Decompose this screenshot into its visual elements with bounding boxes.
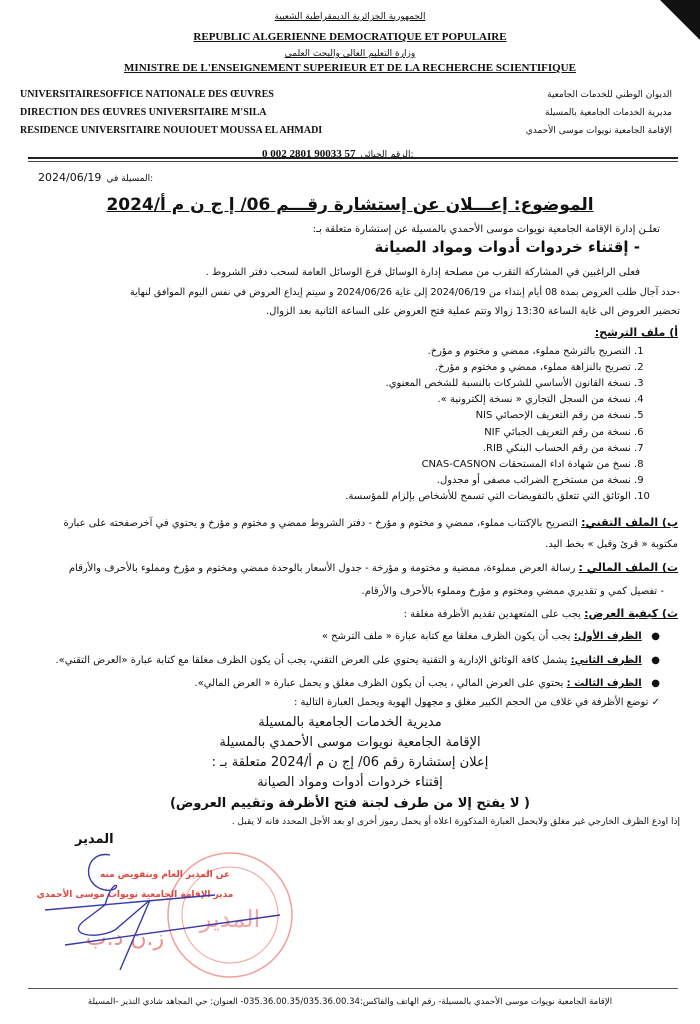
tax-number: 0 002 2801 90033 57: [262, 148, 356, 160]
candidacy-item: [435, 362, 656, 373]
candidacy-item: [345, 491, 656, 502]
item-text: نسخة القانون الأساسي للشركات بالنسبة للشخص المعنوي.: [385, 378, 631, 390]
header-fr-republic: REPUBLIC ALGERIENNE DEMOCRATIQUE ET POPULAIRE: [193, 31, 507, 43]
paragraph-2: -حدد آجال طلب العروض بمدة 08 أيام إبتداء من 2024/06/19 إلى غاية 2024/06/26 و سيتم إيداع العروض في نفس اليوم الموافق لنهاية: [129, 287, 680, 298]
section-t-title: ت) الملف المالي :: [578, 561, 678, 574]
stamp-line-2: مدير الإقامة الجامعية نويوات موسى الأحمدي: [36, 890, 234, 900]
item-number: 3.: [634, 378, 644, 390]
bullet-label: الظرف الأول:: [573, 631, 642, 642]
header-ar-republic: الجمهورية الجزائرية الديمقراطية الشعبية: [274, 12, 426, 22]
subject-intro: تعلـن إدارة الإقامة الجامعية نويوات موسى الأحمدي بالمسيلة عن إستشارة متعلقة بـ:: [312, 224, 660, 235]
section-th-text: يجب على المتعهدين تقديم الأظرفة مغلقة :: [403, 609, 581, 620]
date-line: [38, 166, 153, 185]
envelope-line-4: إقتناء خردوات أدوات ومواد الصيانة: [257, 775, 443, 790]
bullet-label: الظرف الثالث :: [566, 678, 642, 689]
section-b: [63, 516, 678, 529]
section-t-text2: - تفصيل كمي و تقديري ممضي ومختوم و مؤرخ ومملوء بالأحرف والأرقام.: [361, 586, 664, 597]
item-text: التصريح بالترشح مملوء، ممضي و مختوم و مؤرخ.: [427, 346, 631, 357]
section-th-title: ث) كيفية العرض:: [584, 607, 678, 620]
item-number: 8.: [634, 458, 644, 470]
stamp-name: ز.ن د.ب: [85, 926, 165, 951]
candidacy-item: [437, 394, 656, 405]
tax-label: الرقم الجبائي:: [360, 150, 414, 160]
item-number: 7.: [634, 442, 644, 454]
envelope-bullet: [194, 678, 660, 689]
paragraph-1: فعلى الراغبين في المشاركة التقرب من مصلحة إدارة الوسائل فرع الوسائل العامة لسحب دفتر الشروط .: [205, 267, 640, 278]
item-text: نسخة من مستخرج الضرائب مصفى أو مجدول.: [436, 474, 631, 486]
item-number: 10.: [634, 490, 650, 502]
section-b-title: ب) الملف التقني:: [581, 516, 678, 529]
fr-office: UNIVERSITAIRESOFFICE NATIONALE DES ŒUVRES: [20, 89, 274, 100]
bullet-icon: ●: [651, 654, 660, 666]
bullet-icon: ●: [651, 631, 660, 642]
envelope-bullet: [55, 655, 660, 666]
item-text: نسخة من رقم التعريف الجبائي NIF: [484, 426, 631, 438]
date-label: المسيلة في:: [106, 174, 154, 184]
item-text: نسخ من شهادة اداء المستحقات CNAS-CASNON: [421, 458, 631, 470]
warning: إذا اودع الظرف الخارجي غير مغلق ولايحمل العبارة المذكورة اعلاه أو يحمل رموز أخرى او بعد الأجل المحدد فانه لا يقبل .: [231, 817, 680, 827]
section-t: [69, 561, 678, 574]
stamp-line-1: عن المدير العام وبتفويض منه: [99, 870, 231, 880]
item-number: 9.: [634, 474, 644, 486]
ar-residence: الإقامة الجامعية نويوات موسى الأحمدي: [525, 126, 672, 136]
item-number: 5.: [634, 410, 644, 422]
check-icon: ✓: [651, 697, 660, 708]
bullet-label: الظرف الثاني:: [570, 654, 642, 666]
bullet-text: يشمل كافة الوثائق الإدارية و التقنية يحتوي على العرض التقني، يجب أن يكون الظرف مغلقا مع كتابة عبارة «العرض التقني».: [55, 654, 568, 666]
fr-residence: RESIDENCE UNIVERSITAIRE NOUIOUET MOUSSA EL AHMADI: [20, 125, 323, 136]
item-number: 1.: [634, 346, 644, 357]
section-th: [404, 607, 678, 620]
envelope-line-1: مديرية الخدمات الجامعية بالمسيلة: [258, 715, 442, 730]
item-text: تصريح بالنزاهة مملوء، ممضي و مختوم و مؤرخ.: [435, 362, 631, 374]
paragraph-3: تحضير العروض الى غاية الساعة 13:30 زوالا وتتم عملية فتح العروض على الساعة الثانية بعد الزوال.: [266, 306, 680, 317]
bullet-text: يحتوي على العرض المالي ، يجب أن يكون الظرف مغلق و يحمل عبارة « العرض المالي».: [194, 678, 564, 689]
candidacy-item: [484, 427, 656, 438]
date-value: 2024/06/19: [38, 171, 102, 184]
item-number: 4.: [634, 394, 644, 406]
director-title: المدير: [75, 832, 114, 847]
header-ar-ministry: وزارة التعليم العالي والبحث العلمي: [284, 49, 416, 59]
header-rule: [28, 157, 678, 159]
bullet-icon: ●: [651, 678, 660, 689]
section-b-text2: مكتوبة « قرئ وقبل » بخط اليد.: [545, 539, 678, 550]
header-fr-ministry: MINISTRE DE L'ENSEIGNEMENT SUPERIEUR ET DE LA RECHERCHE SCIENTIFIQUE: [124, 62, 576, 74]
subject-title: الموضوع: إعـــلان عن إستشارة رقـــم 06/ إ ج ن م أ/2024: [106, 195, 594, 215]
item-number: 6.: [634, 426, 644, 438]
candidacy-item: [437, 475, 656, 486]
ar-direction: مديرية الخدمات الجامعية بالمسيلة: [545, 108, 672, 118]
footer-rule: [28, 988, 678, 989]
envelope-line-5: ( لا يفتح إلا من طرف لجنة فتح الأظرفة وتقييم العروض): [169, 796, 530, 811]
ar-office: الديوان الوطني للخدمات الجامعية: [547, 90, 672, 100]
stamp-and-signature: [15, 845, 300, 985]
section-b-text: التصريح بالإكتتاب مملوء، ممضي و مختوم و مؤرخ - دفتر الشروط ممضي و مختوم و مؤرخ و يحتوي في آخرصفحته على عبارة: [63, 518, 578, 529]
fr-direction: DIRECTION DES ŒUVRES UNIVERSITAIRE M'SILA: [20, 107, 267, 118]
envelope-line-3: إعلان إستشارة رقم 06/ إج ن م أ/2024 متعلقة بـ :: [211, 755, 489, 770]
item-text: نسخة من رقم الحساب البنكي RIB.: [482, 442, 631, 454]
check-line: [294, 697, 660, 708]
item-text: نسخة من السجل التجاري « نسخة إلكترونية ».: [437, 394, 631, 406]
header-rule-thin: [28, 161, 678, 162]
candidacy-item: [422, 459, 656, 470]
candidacy-item: [386, 378, 656, 389]
section-a-title: أ) ملف الترشح:: [594, 326, 678, 339]
check-text: توضع الأظرفة في غلاف من الحجم الكبير مغلق و مجهول الهوية ويحمل العبارة التالية :: [293, 697, 649, 708]
stamp-center-text: المدير: [199, 905, 261, 933]
envelope-bullet: [322, 631, 660, 642]
item-number: 2.: [634, 362, 644, 374]
section-t-text: رسالة العرض مملوءة، ممضية و مختومة و مؤرخة - جدول الأسعار بالوحدة ممضي ومختوم و مؤرخ ومملوء بالأحرف والأرقام: [68, 563, 576, 574]
candidacy-item: [428, 346, 656, 357]
candidacy-item: [476, 410, 656, 421]
footer-text: الإقامة الجامعية نويوات موسى الأحمدي بالمسيلة- رقم الهاتف والفاكس:035.36.00.35/035.36.00.34- العنوان: حي المجاهد شادي النذير -المسيلة: [87, 997, 613, 1007]
item-text: نسخة من رقم التعريف الإحصائي NIS: [475, 410, 631, 422]
bullet-text: يجب أن يكون الظرف مغلقا مع كتابة عبارة « ملف الترشح »: [321, 631, 571, 642]
subject-item: - إقتناء خردوات أدوات ومواد الصيانة: [374, 238, 640, 256]
envelope-line-2: الإقامة الجامعية نويوات موسى الأحمدي بالمسيلة: [219, 735, 481, 750]
candidacy-item: [483, 443, 656, 454]
item-text: الوثائق التي تتعلق بالتفويضات التي تسمح للأشخاص بإلزام للمؤسسة.: [345, 490, 631, 502]
